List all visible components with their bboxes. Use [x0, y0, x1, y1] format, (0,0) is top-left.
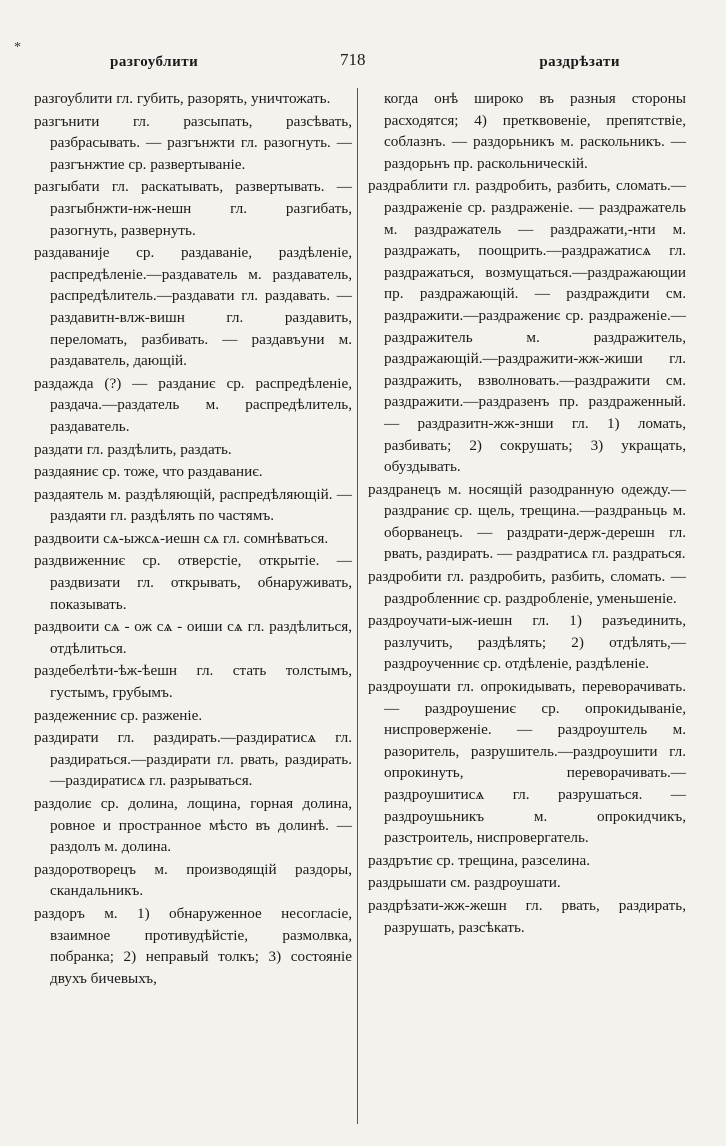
entry-continuation: когда онѣ широко въ разныя стороны расходятся; 4) претквовеніе, препятствіе, соблазнъ. — раздорьникъ м. раскольникъ. — раздорьнъ пр. раскольническій.	[384, 90, 686, 172]
entry: раздаятель м. раздѣляющій, распредѣляющій. — раздаяти гл. раздѣлять по частямъ.	[34, 485, 352, 525]
header-right-headword: раздрѣзати	[539, 54, 620, 70]
entry: раздрътиє ср. трещина, разселина.	[368, 851, 591, 869]
entry: раздраблити гл. раздробить, разбить, сломать.—раздраженіе ср. раздраженіе. — раздражатель м. раздражатель — раздражати,-нти м. раздражать, поощрить.—раздражатисѧ гл. раздражаться, возмущаться.—раздражающии пр. раздражающій. — раздраждити см. раздражити.—раздражениє ср. раздраженіе.—раздражитель м. раздражитель, раздражающій.—раздражити-жж-жиши гл. раздражить, взволновать.—раздражити см. раздражити.—раздразенъ пр. раздраженный. — раздразитн-жж-знши гл. 1) ломать, разбивать; 2) сокрушать; 3) укращать, обуздывать.	[368, 177, 686, 476]
column-divider	[357, 88, 358, 1124]
entry: раздаваније ср. раздаваніе, раздѣленіе, распредѣленіе.—раздаватель м. раздаватель, распредѣлитель.—раздавати гл. раздавать. — раздавитн-влж-вишн гл. раздавить, переломать, разбивать. — раздавъуни м. раздаватель, дающій.	[34, 244, 352, 370]
entry: раздроушати гл. опрокидывать, переворачивать. — раздроушениє ср. опрокидываніе, ниспроверженіе. — раздроуштель м. разоритель, разрушитель.—раздроушити гл. опрокинуть, переворачивать.—раздроушитисѧ гл. разрушаться. — раздроушьникъ м. опрокидчикъ, разстроитель, ниспровергатель.	[368, 678, 686, 847]
page-header	[30, 50, 700, 78]
entry: разгыбати гл. раскатывать, развертывать. — разгыбнжти-нж-нешн гл. разгибать, разогнуть, развернуть.	[34, 178, 352, 239]
entry: разгънити гл. разсыпать, разсѣвать, разбрасывать. — разгънжти гл. разогнуть. — разгънжтие ср. развертываніе.	[34, 112, 352, 173]
entry: раздвоити сѧ-ыжсѧ-иешн сѧ гл. сомнѣваться.	[34, 529, 329, 547]
entry: раздвоити сѧ - ож сѧ - оиши сѧ гл. раздѣлиться, отдѣлиться.	[34, 618, 352, 657]
right-column	[368, 88, 686, 939]
entry: раздоръ м. 1) обнаруженное несогласіе, взаимное противудѣйстіе, размолвка, побранка; 2) неправый толкъ; 3) состояніе двухъ бичевыхъ,	[34, 904, 352, 987]
page-number: 718	[340, 50, 366, 69]
entry: раздрышати см. раздроушати.	[368, 874, 561, 892]
entry: раздрѣзати-жж-жешн гл. рвать, раздирать, разрушать, разсѣкать.	[368, 896, 686, 936]
entry: раздеженниє ср. разженіе.	[34, 706, 203, 724]
entry: разгоублити гл. губить, разорять, уничтожать.	[34, 90, 331, 107]
entry: раздебелѣти-ѣж-ѣешн гл. стать толстымъ, густымъ, грубымъ.	[34, 662, 352, 702]
page-mark: *	[14, 40, 21, 55]
left-column	[34, 88, 352, 990]
entry: раздолиє ср. долина, лощина, горная долина, ровное и пространное мѣсто въ долинѣ. — раздолъ м. долина.	[34, 795, 352, 856]
entry: раздати гл. раздѣлить, раздать.	[34, 440, 232, 458]
entry: раздроучати-ыж-иешн гл. 1) разъединить, разлучить, раздѣлять; 2) отдѣлять,—раздроученниє ср. отдѣленіе, раздѣленіе.	[368, 612, 686, 673]
entry: раздвиженниє ср. отверстіе, открытіе. —раздвизати гл. открывать, обнаруживать, показывать.	[34, 552, 352, 613]
header-left-headword: разгоублити	[110, 54, 199, 70]
entry: раздранецъ м. носящій разодранную одежду.—раздраниє ср. щель, трещина.—раздраньць м. оборванецъ. — раздрати-держ-дерешн гл. рвать, раздирать. — раздратисѧ гл. раздраться.	[368, 480, 686, 563]
entry: раздажда (?) — разданиє ср. распредѣленіе, раздача.—раздатель м. распредѣлитель, раздаватель.	[34, 374, 352, 435]
entry: раздробити гл. раздробить, разбить, сломать. — раздробленниє ср. раздробленіе, уменьшеніе.	[368, 568, 686, 607]
entry: раздирати гл. раздирать.—раздиратисѧ гл. раздираться.—раздирати гл. рвать, раздирать.—раздиратисѧ гл. разрываться.	[34, 729, 352, 790]
entry: раздаяниє ср. тоже, что раздаваниє.	[34, 463, 263, 481]
entry: раздоротворецъ м. производящій раздоры, скандальникъ.	[34, 860, 352, 900]
